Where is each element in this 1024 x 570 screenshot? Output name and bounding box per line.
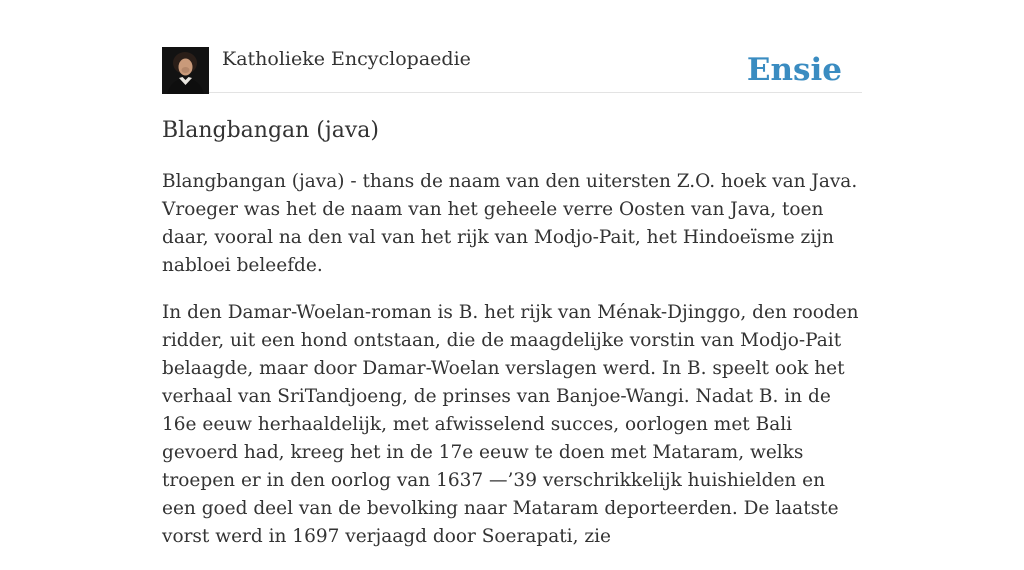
site-header — [162, 46, 862, 93]
article-paragraph: Blangbangan (java) - thans de naam van den uitersten Z.O. hoek van Java. Vroeger was het de naam van het geheele verre Oosten van Java, toen daar, vooral na den val van het rijk van Modjo-Pait, het Hindoeïsme zijn nabloei beleefde. — [162, 171, 858, 276]
brand-logo[interactable]: Ensie — [746, 52, 842, 88]
portrait-avatar[interactable] — [162, 47, 209, 94]
page-title: Blangbangan (java) — [162, 118, 379, 143]
source-name[interactable]: Katholieke Encyclopaedie — [222, 48, 471, 70]
article-body — [162, 168, 864, 570]
article-paragraph: In den Damar-Woelan-roman is B. het rijk van Ménak-Djinggo, den rooden ridder, uit een hond ontstaan, die de maagdelijke vorstin van Modjo-Pait belaagde, maar door Damar-Woelan verslagen werd. In B. speelt ook het verhaal van SriTandjoeng, de prinses van Banjoe-Wangi. Nadat B. in de 16e eeuw herhaaldelijk, met afwisselend succes, oorlogen met Bali gevoerd had, kreeg het in de 17e eeuw te doen met Mataram, welks troepen er in den oorlog van 1637 —’39 verschrikkelijk huishielden en een goed deel van de bevolking naar Mataram deporteerden. De laatste vorst werd in 1697 verjaagd door Soerapati, zie — [162, 302, 859, 547]
portrait-icon — [162, 47, 209, 94]
